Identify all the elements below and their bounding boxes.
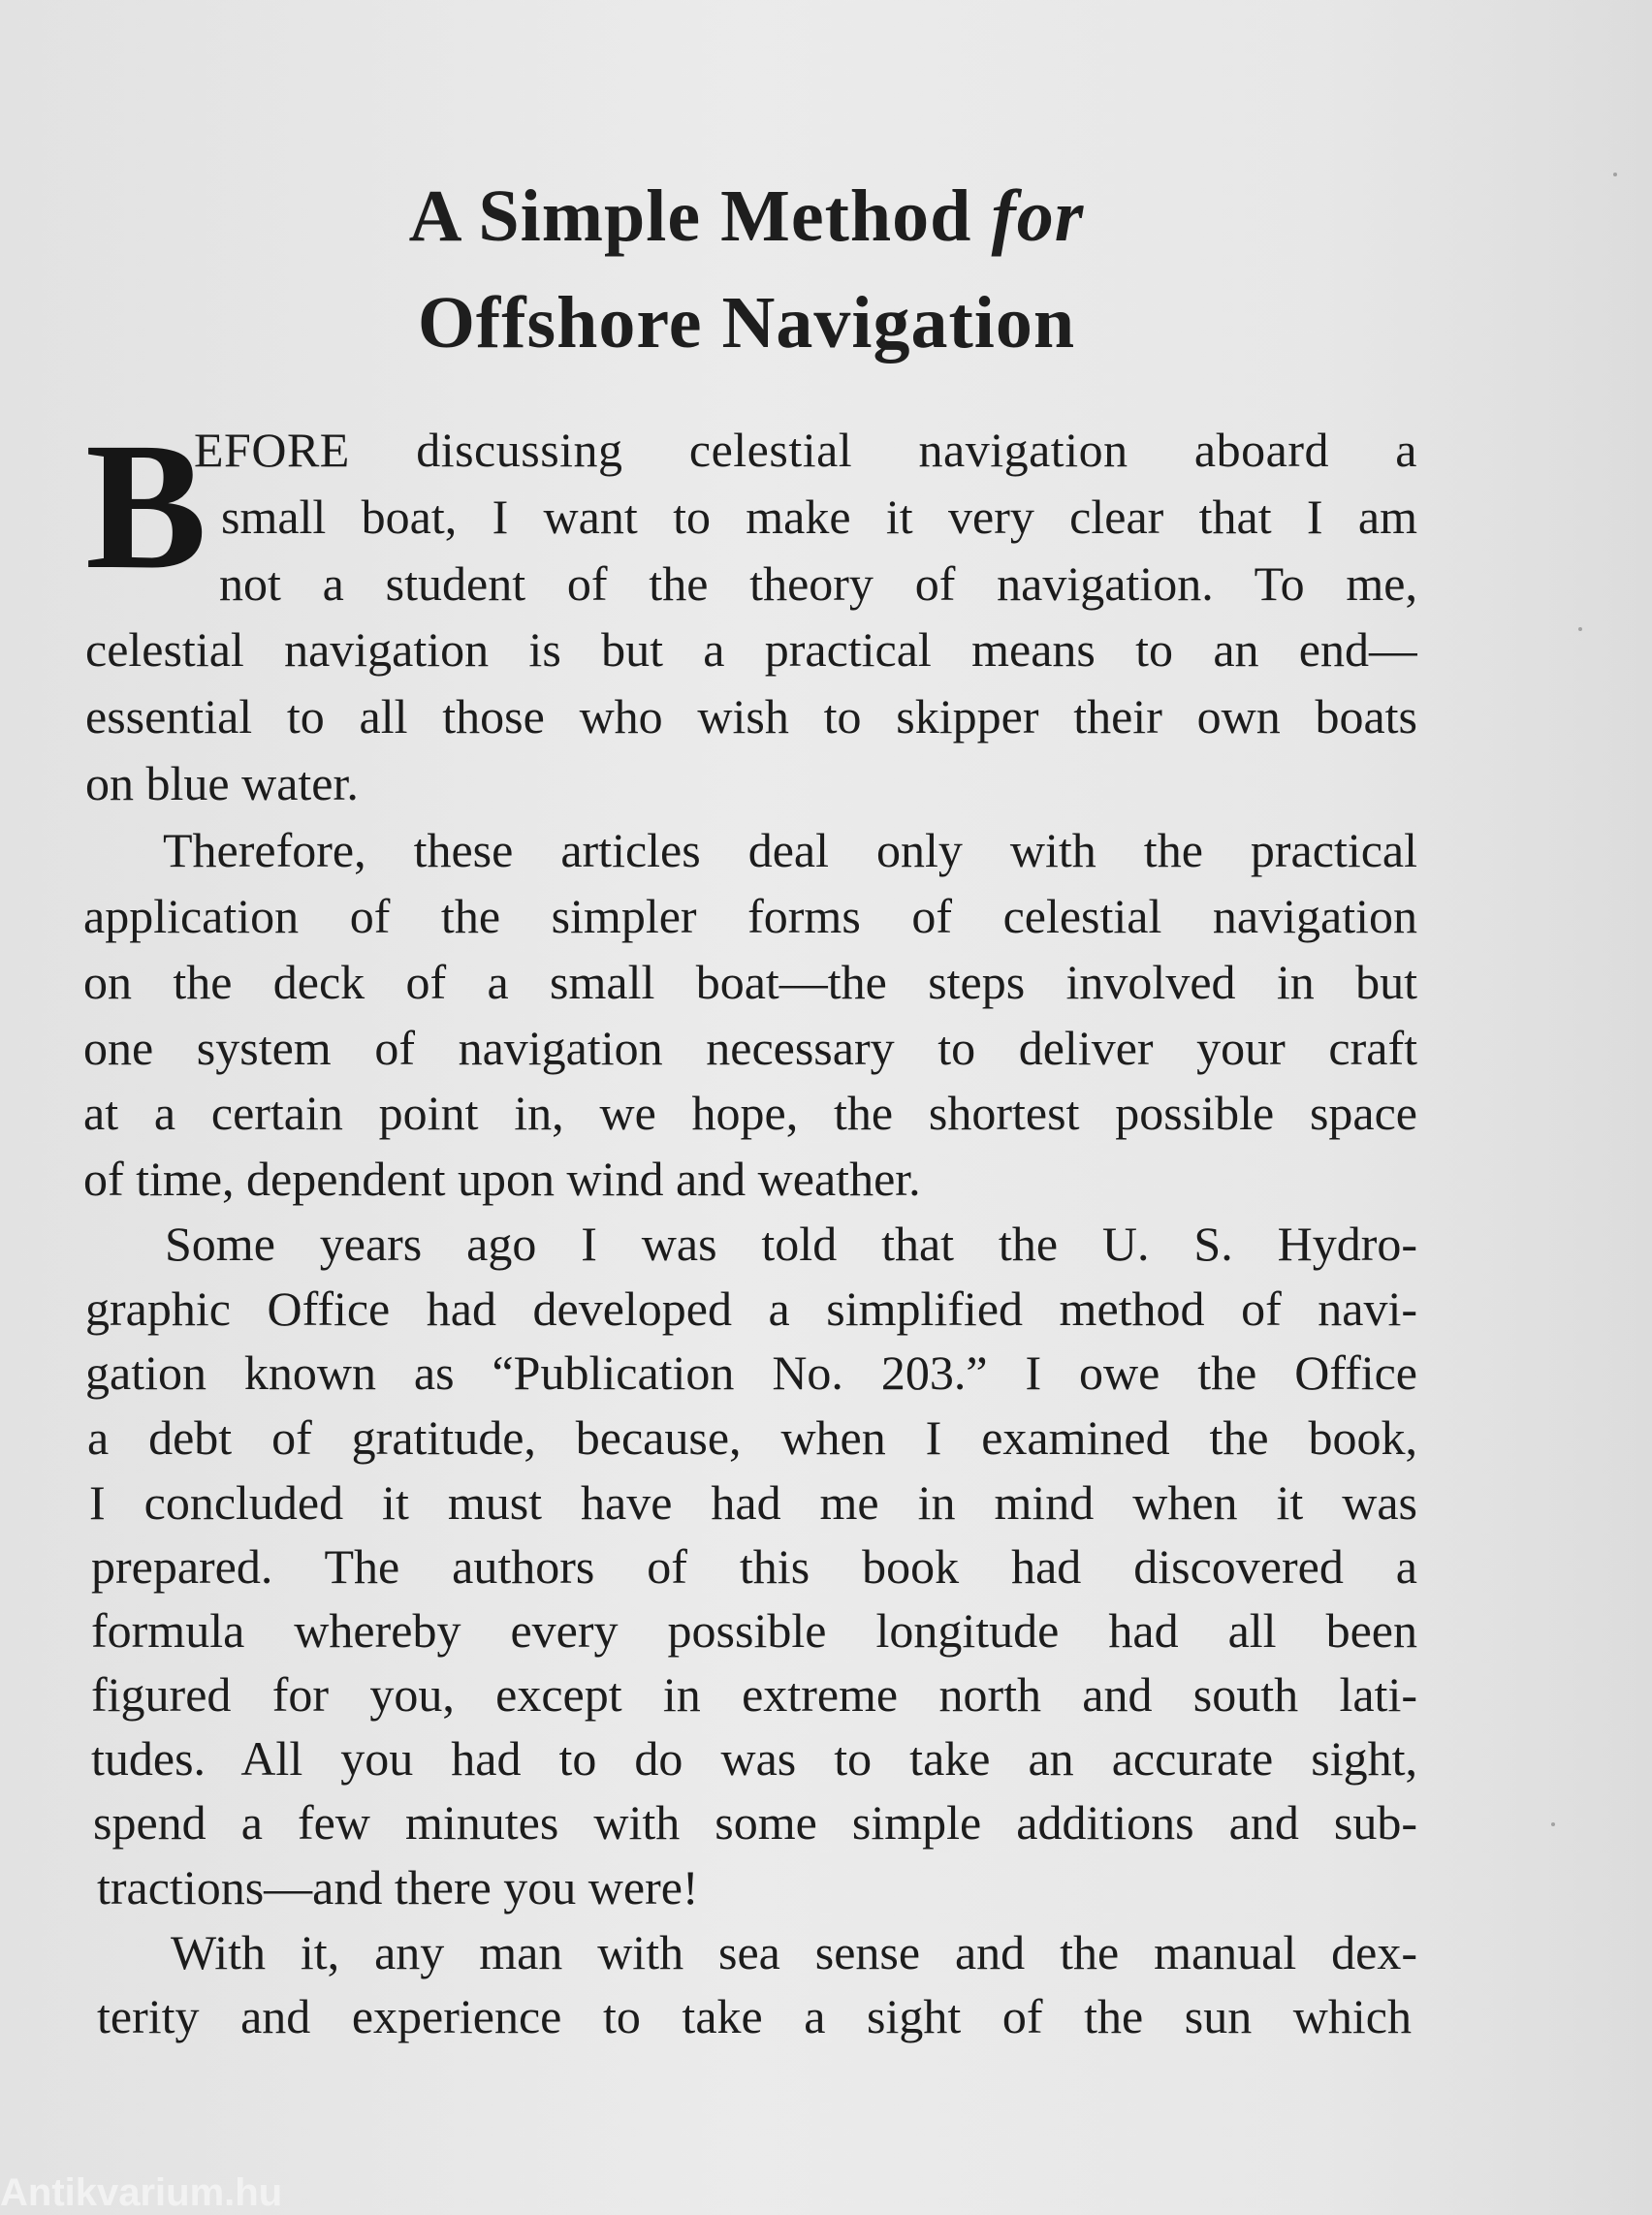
text-line: Some years ago I was told that the U. S. Hydro- — [165, 1217, 1417, 1271]
text-line: one system of navigation necessary to deliver your craft — [83, 1021, 1417, 1075]
text-line: EFORE discussing celestial navigation aboard a — [194, 423, 1417, 477]
text-line: small boat, I want to make it very clear that I am — [221, 490, 1417, 544]
text-line: With it, any man with sea sense and the manual dex- — [171, 1925, 1417, 1979]
text-line: tractions—and there you were! — [97, 1860, 699, 1914]
text-line: at a certain point in, we hope, the shortest possible space — [83, 1086, 1417, 1140]
text-line: on blue water. — [85, 756, 359, 810]
drop-cap-letter: B — [85, 404, 207, 607]
text-line: prepared. The authors of this book had discovered a — [91, 1539, 1417, 1594]
text-line: Therefore, these articles deal only with the practical — [163, 823, 1417, 877]
text-line: essential to all those who wish to skipper their own boats — [85, 689, 1417, 744]
scan-speck — [1578, 627, 1582, 631]
watermark: Antikvarium.hu — [0, 2171, 283, 2214]
title-italic-word: for — [991, 175, 1085, 257]
text-line: formula whereby every possible longitude had all been — [91, 1603, 1417, 1658]
article-title-line-2: Offshore Navigation — [417, 282, 1076, 364]
text-line: a debt of gratitude, because, when I examined the book, — [87, 1410, 1417, 1465]
text-line: of time, dependent upon wind and weather. — [83, 1152, 921, 1206]
scan-speck — [1551, 1822, 1555, 1826]
text-line: figured for you, except in extreme north and south lati- — [91, 1667, 1417, 1722]
text-line: spend a few minutes with some simple additions and sub- — [93, 1795, 1417, 1850]
scan-speck — [1613, 173, 1617, 176]
title-main-text: A Simple Method — [408, 175, 992, 257]
text-line: celestial navigation is but a practical means to an end— — [85, 622, 1417, 677]
article-title-line-1 — [0, 175, 1493, 257]
text-line: gation known as “Publication No. 203.” I owe the Office — [85, 1345, 1417, 1400]
text-line: terity and experience to take a sight of the sun which — [97, 1989, 1412, 2043]
text-line: on the deck of a small boat—the steps involved in but — [83, 955, 1417, 1009]
text-line: tudes. All you had to do was to take an accurate sight, — [91, 1731, 1417, 1786]
text-line: I concluded it must have had me in mind when it was — [89, 1475, 1417, 1530]
text-line: graphic Office had developed a simplified method of navi- — [85, 1282, 1417, 1336]
text-line: not a student of the theory of navigation. To me, — [219, 556, 1417, 611]
text-line: application of the simpler forms of celestial navigation — [83, 889, 1417, 943]
